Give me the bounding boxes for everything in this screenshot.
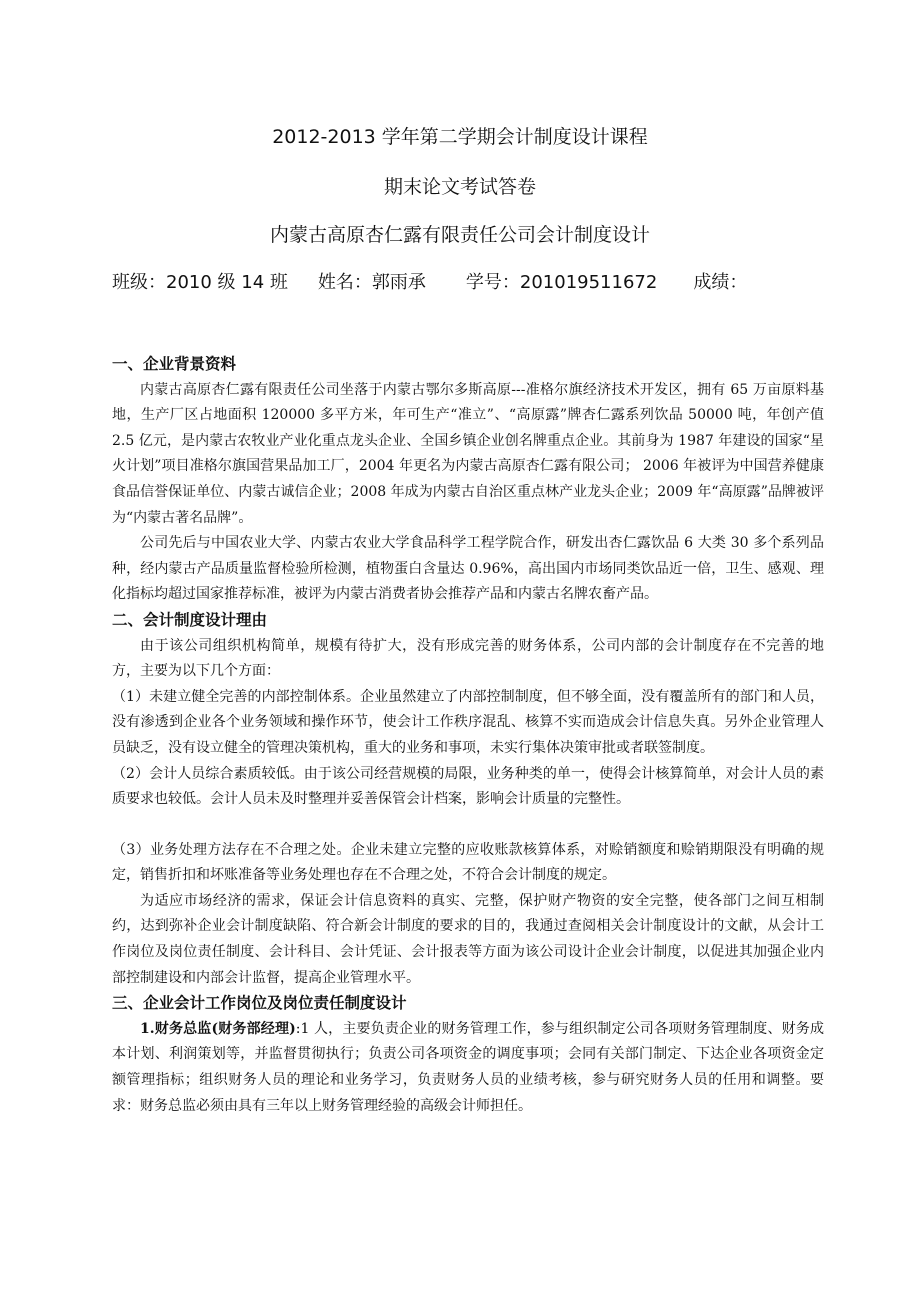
paragraph: （1）未建立健全完善的内部控制体系。企业虽然建立了内部控制制度，但不够全面，没有覆盖所有的部门和人员，没有渗透到企业各个业务领域和操作环节，使会计工作秩序混乱、核算不实而造成会计信息失真。另外企业管理人员缺乏，没有设立健全的管理决策机构，重大的业务和事项，未实行集体决策审批或者联签制度。 <box>112 688 824 756</box>
exam-title: 期末论文考试答卷 <box>383 176 536 198</box>
paragraph <box>112 1017 824 1119</box>
section-heading: 二、会计制度设计理由 <box>112 610 268 629</box>
section-heading: 一、企业背景资料 <box>112 355 237 373</box>
student-id-info: 学号：201019511672 <box>465 272 658 293</box>
class-info: 班级：2010 级 14 班 <box>112 272 288 293</box>
paragraph: 由于该公司组织机构简单，规模有待扩大，没有形成完善的财务体系，公司内部的会计制度存在不完善的地方，主要为以下几个方面： <box>112 637 824 680</box>
document-body <box>112 352 824 1119</box>
item-text: :1 人，主要负责企业的财务管理工作，参与组织制定公司各项财务管理制度、财务成本计划、利润策划等，并监督贯彻执行；负责公司各项资金的调度事项；会同有关部门制定、下达企业各项资金定额管理指标；组织财务人员的理论和业务学习，负责财务人员的业绩考核，参与研究财务人员的任用和调整。要求：财务总监必须由具有三年以上财务管理经验的高级会计师担任。 <box>112 1020 824 1114</box>
course-title: 2012-2013 学年第二学期会计制度设计课程 <box>272 126 648 148</box>
student-info-row <box>112 268 812 294</box>
paper-title: 内蒙古高原杏仁露有限责任公司会计制度设计 <box>269 224 650 246</box>
name-info: 姓名：郭雨承 <box>317 272 426 293</box>
section-heading: 三、企业会计工作岗位及岗位责任制度设计 <box>112 994 407 1013</box>
item-label: 1.财务总监(财务部经理) <box>140 1020 296 1037</box>
paragraph: （2）会计人员综合素质较低。由于该公司经营规模的局限，业务种类的单一，使得会计核算简单，对会计人员的素质要求也较低。会计人员未及时整理并妥善保管会计档案，影响会计质量的完整性。 <box>112 765 824 808</box>
paragraph: 内蒙古高原杏仁露有限责任公司坐落于内蒙古鄂尔多斯高原---准格尔旗经济技术开发区，拥有 65 万亩原料基地，生产厂区占地面积 120000 多平方米，年可生产“准立”、“高原露”牌杏仁露系列饮品 50000 吨，年创产值 2.5 亿元，是内蒙古农牧业产业化重点龙头企业、全国乡镇企业创名牌重点企业。其前身为 1987 年建设的国家“星火计划”项目准格尔旗国营果品加工厂，2004 年更名为内蒙古高原杏仁露有限公司； 2006 年被评为中国营养健康食品信誉保证单位、内蒙古诚信企业；2008 年成为内蒙古自治区重点林产业龙头企业；2009 年“高原露”品牌被评为“内蒙古著名品牌”。 <box>112 381 824 526</box>
grade-info: 成绩： <box>693 272 748 293</box>
paragraph: 为适应市场经济的需求，保证会计信息资料的真实、完整，保护财产物资的安全完整，使各部门之间互相制约，达到弥补企业会计制度缺陷、符合新会计制度的要求的目的，我通过查阅相关会计制度设计的文献，从会计工作岗位及岗位责任制度、会计科目、会计凭证、会计报表等方面为该公司设计企业会计制度，以促进其加强企业内部控制建设和内部会计监督，提高企业管理水平。 <box>112 892 824 986</box>
paragraph: （3）业务处理方法存在不合理之处。企业未建立完整的应收账款核算体系，对赊销额度和赊销期限没有明确的规定，销售折扣和坏账准备等业务处理也存在不合理之处，不符合会计制度的规定。 <box>112 841 824 884</box>
paragraph: 公司先后与中国农业大学、内蒙古农业大学食品科学工程学院合作，研发出杏仁露饮品 6 大类 30 多个系列品种，经内蒙古产品质量监督检验所检测，植物蛋白含量达 0.96%，高出国内市场同类饮品近一倍，卫生、感观、理化指标均超过国家推荐标准，被评为内蒙古消费者协会推荐产品和内蒙古名牌农畜产品。 <box>112 535 824 603</box>
